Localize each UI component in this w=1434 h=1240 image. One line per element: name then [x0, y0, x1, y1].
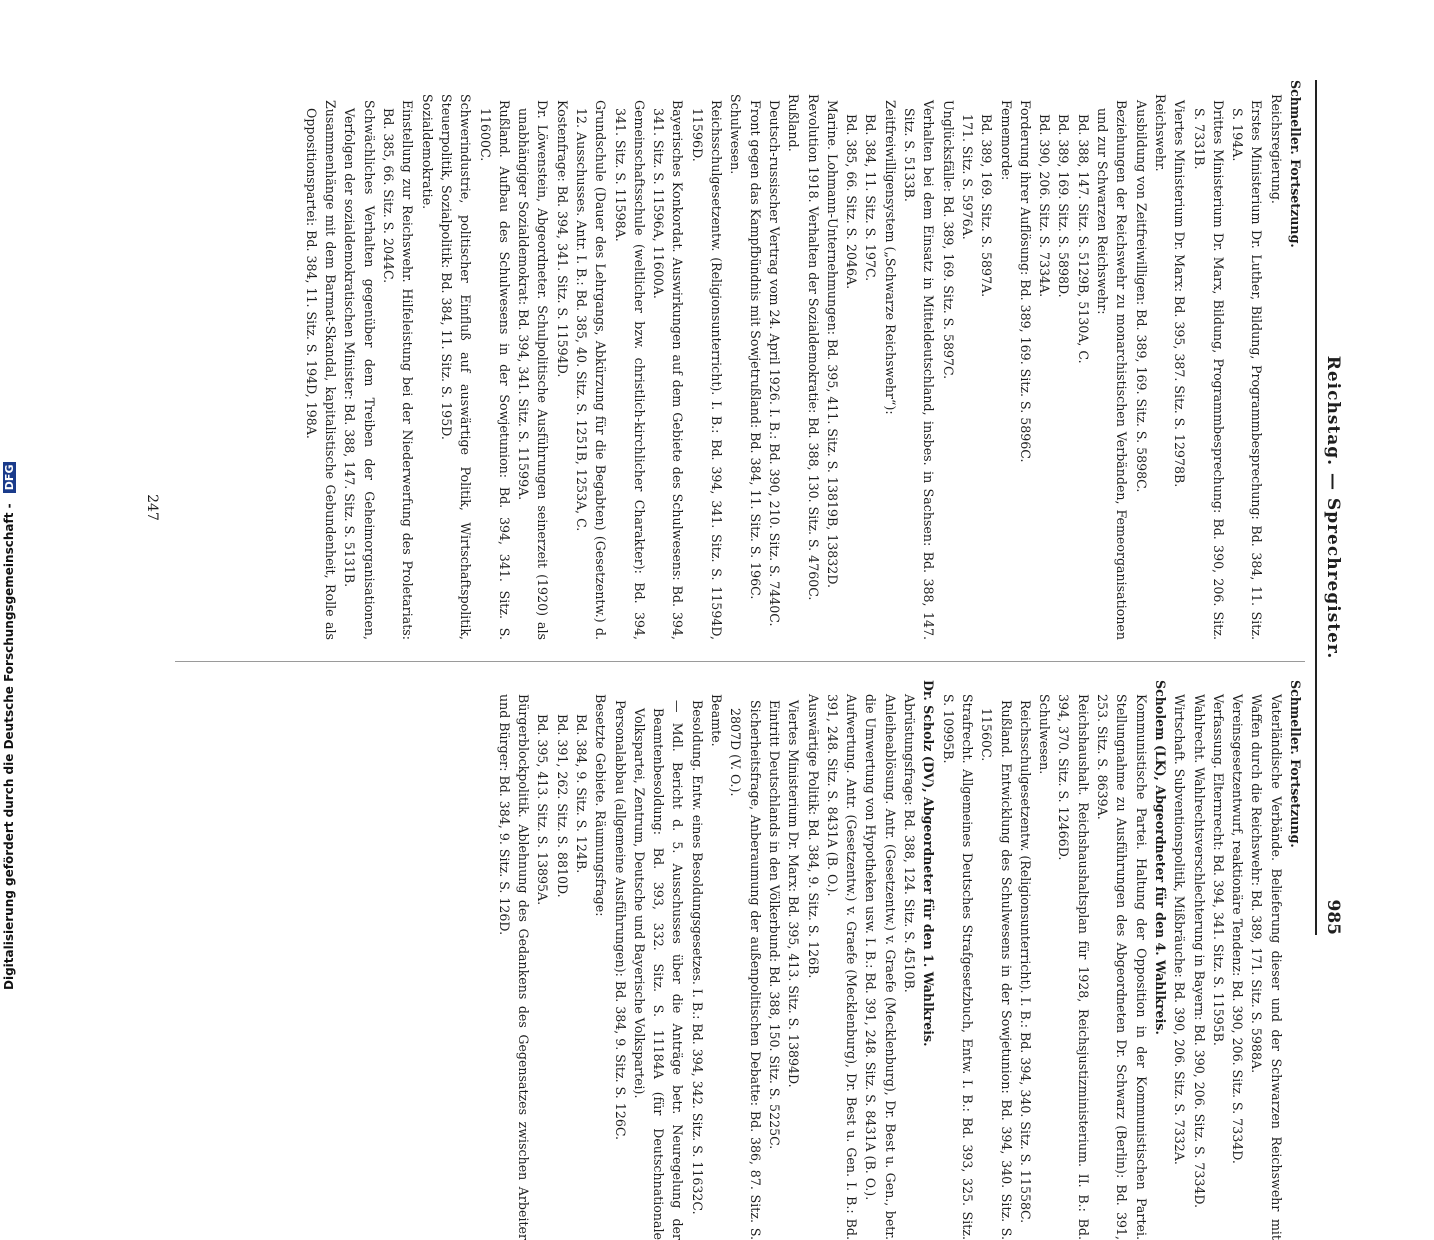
- register-entry-line: Fememorde:: [998, 100, 1014, 181]
- register-entry-line: Drittes Ministerium Dr. Marx, Bildung, Programmbesprechung: Bd. 390, 206. Sitz. S. 7331B.: [1191, 100, 1226, 640]
- register-entry-line: Viertes Ministerium Dr. Marx: Bd. 395, 387. Sitz. S. 12978B.: [1172, 100, 1188, 488]
- dfg-logo: DFG: [3, 462, 16, 494]
- register-entry-heading: Schmeller. Fortsetzung.: [1288, 80, 1303, 248]
- register-entry-line: Besetzte Gebiete. Räumungsfrage:: [593, 694, 609, 917]
- register-entry-line: Kostenfrage: Bd. 394, 341. Sitz. S. 11594D.: [554, 100, 570, 378]
- register-entry-line: Rußland. Aufbau des Schulwesens in der Sowjetunion: Bd. 394, 341. Sitz. S. 11600C.: [477, 100, 512, 640]
- register-entry-line: Erstes Ministerium Dr. Luther, Bildung, Programmbesprechung: Bd. 384, 11. Sitz. S. 194A.: [1230, 100, 1265, 640]
- register-entry-line: Bd. 389, 169. Sitz. S. 5898D.: [1056, 114, 1072, 298]
- register-entry-heading: Schmeller. Fortsetzung.: [1288, 680, 1303, 848]
- digitization-credit-strip: [0, 0, 20, 1000]
- register-entry-line: Revolution 1918. Verhalten der Sozialdemokratie: Bd. 388, 130. Sitz. S. 4760C.: [805, 94, 821, 601]
- register-entry-line: Reichsschulgesetzentw. (Religionsunterricht). I. B.: Bd. 394, 341. Sitz. S. 11594D, 11596D.: [689, 100, 725, 640]
- register-entry-line: Unglücksfälle: Bd. 389, 169. Sitz. S. 5897C.: [940, 100, 956, 380]
- register-entry-line: Bd. 384, 9. Sitz. S. 124B.: [574, 714, 590, 874]
- register-entry-line: Bd. 388, 147. Sitz. S. 5129B, 5130A, C.: [1075, 114, 1091, 364]
- register-entry-line: Besoldung. Entw. eines Besoldungsgesetzes. I. B.: Bd. 394, 342. Sitz. S. 11632C.: [689, 700, 705, 1215]
- register-entry-line: Eintritt Deutschlands in den Völkerbund: Bd. 388, 150. Sitz. S. 5225C.: [766, 700, 782, 1150]
- register-entry-line: Reichswehr.: [1152, 94, 1168, 172]
- register-entry-line: Beamte.: [709, 694, 725, 747]
- register-entry-line: Personalabbau (allgemeine Ausführungen): Bd. 384, 9. Sitz. S. 126C.: [612, 700, 628, 1141]
- register-entry-line: Verhalten bei dem Einsatz in Mitteldeutschland, insbes. in Sachsen: Bd. 388, 147. Sitz. S. 5133B.: [902, 100, 937, 640]
- register-entry-line: Schulwesen.: [1037, 694, 1053, 775]
- register-entry-line: Reichsschulgesetzentw. (Religionsunterricht). I. B.: Bd. 394, 340. Sitz. S. 11558C.: [1017, 700, 1033, 1224]
- register-entry-line: Gemeinschaftsschule (weltlicher bzw. christlich-kirchlicher Charakter): Bd. 394, 341. Sitz. S. 11598A.: [612, 100, 647, 640]
- page-footer-number: 247: [144, 494, 160, 521]
- register-entry-line: Aufwertung. Antr. (Gesetzentw.) v. Graefe (Mecklenburg), Dr. Best u. Gen. I. B.: Bd. 391, 248. Sitz. S. 8431A (B. O.).: [824, 694, 860, 1240]
- register-entry-line: Bd. 389, 169. Sitz. S. 5897A.: [979, 114, 995, 298]
- register-entry-line: Sicherheitsfrage, Anberaumung der außenpolitischen Debatte: Bd. 386, 87. Sitz. S. 2807D (V. O.).: [728, 700, 763, 1240]
- register-entry-line: Vereinsgesetzentwurf, reaktionäre Tendenz: Bd. 390, 206. Sitz. S. 7334D.: [1230, 694, 1246, 1164]
- register-entry-line: Auswärtige Politik: Bd. 384, 9. Sitz. S. 126B.: [805, 694, 821, 979]
- rotated-document-page: [115, 45, 1345, 1240]
- register-entry-line: Abrüstungsfrage: Bd. 388, 124. Sitz. S. 4510B.: [902, 694, 918, 993]
- page-header-number: 985: [1323, 899, 1343, 935]
- register-entry-line: Kommunistische Partei. Haltung der Opposition in der Kommunistischen Partei. Stellungnahme zu Ausführungen des Abgeordneten Dr. Schwarz (Berlin): Bd. 391, 253. Sitz. S. 8639A.: [1095, 694, 1149, 1240]
- register-entry-line: — Mdl. Bericht d. 5. Ausschusses über die Anträge betr. Neuregelung der Beamtenbesoldung: Bd. 393, 332. Sitz. S. 11184A (für Deutschnationale Volkspartei, Zentrum, Deutsche und Bayerische Volkspartei).: [631, 700, 686, 1240]
- register-entry-line: Bd. 391, 262. Sitz. S. 8810D.: [554, 714, 570, 898]
- register-entry-line: Sozialdemokratie.: [419, 94, 435, 210]
- register-entry-line: Marine. Lohmann-Unternehmungen: Bd. 395, 411. Sitz. S. 13819B, 13832D.: [824, 100, 840, 588]
- register-entry-line: 171. Sitz. S. 5976A.: [959, 114, 975, 240]
- register-entry-line: Front gegen das Kampfbündnis mit Sowjetrußland: Bd. 384, 11. Sitz. S. 196C.: [747, 100, 763, 600]
- register-entry-line: Bürgerblockpolitik. Ablehnung des Gedankens des Gegensatzes zwischen Arbeiter und Bürger: Bd. 384, 9. Sitz. S. 126D.: [496, 694, 532, 1240]
- register-entry-heading: Scholem (LK), Abgeordneter für den 4. Wahlkreis.: [1152, 680, 1168, 1035]
- register-entry-line: Ausbildung von Zeitfreiwilligen: Bd. 389, 169. Sitz. S. 5898C.: [1133, 100, 1149, 493]
- register-entry-line: Beziehungen der Reichswehr zu monarchistischen Verbänden, Femeorganisationen und zur Schwarzen Reichswehr:: [1095, 100, 1130, 640]
- page-header: [1315, 80, 1345, 935]
- register-entry-heading: Dr. Scholz (DV), Abgeordneter für den 1. Wahlkreis.: [921, 680, 937, 1047]
- digitization-credit-text: Digitalisierung gefördert durch die Deutsche Forschungsgemeinschaft -: [2, 503, 16, 990]
- register-entry-line: Reichsregierung.: [1268, 94, 1284, 204]
- register-entry-line: Bayerisches Konkordat. Auswirkungen auf dem Gebiete des Schulwesens: Bd. 394, 341. Sitz. S. 11596A, 11600A.: [651, 100, 686, 640]
- register-entry-line: Reichshaushalt. Reichshaushaltsplan für 1928, Reichsjustizministerium. II. B.: Bd. 394, 370. Sitz. S. 12466D.: [1056, 694, 1091, 1240]
- register-column-left: [302, 80, 1305, 640]
- register-entry-line: Bd. 390, 206. Sitz. S. 7334A.: [1037, 114, 1053, 298]
- register-entry-line: Deutsch-russischer Vertrag vom 24. April 1926. I. B.: Bd. 390, 210. Sitz. S. 7440C.: [766, 100, 782, 627]
- register-entry-line: Bd. 395, 413. Sitz. S. 13895A.: [535, 714, 551, 906]
- register-entry-line: Verfassung. Elternrecht: Bd. 394, 341. Sitz. S. 11595B.: [1210, 694, 1226, 1046]
- register-entry-line: Anleiheablösung. Antr. (Gesetzentw.) v. Graefe (Mecklenburg), Dr. Best u. Gen., betr. die Umwertung von Hypotheken usw. I. B.: Bd. 391, 248. Sitz. S. 8431A (B. O.).: [863, 694, 898, 1240]
- register-entry-line: Viertes Ministerium Dr. Marx: Bd. 395, 413. Sitz. S. 13894D.: [786, 700, 802, 1088]
- register-entry-line: Zeitfreiwilligensystem („Schwarze Reichswehr“):: [882, 100, 898, 415]
- register-entry-line: Zusammenhänge mit dem Barmat-Skandal, kapitalistische Gebundenheit, Rolle als Oppositionspartei: Bd. 384, 11. Sitz. S. 194D, 198A.: [303, 100, 339, 640]
- register-entry-line: Forderung ihrer Auflösung: Bd. 389, 169. Sitz. S. 5896C.: [1017, 100, 1033, 463]
- register-entry-line: Wahlrecht. Wahlrechtsverschlechterung in Bayern: Bd. 390, 206. Sitz. S. 7334D.: [1191, 694, 1207, 1209]
- register-entry-line: Strafrecht. Allgemeines Deutsches Strafgesetzbuch, Entw. I. B.: Bd. 393, 325. Sitz. S. 10995B.: [940, 694, 975, 1240]
- register-entry-line: Schwerindustrie, politischer Einfluß auf auswärtige Politik, Wirtschaftspolitik, Steuerpolitik, Sozialpolitik: Bd. 384, 11. Sitz. S. 195D.: [438, 94, 474, 640]
- page-header-title: Reichstag. — Sprechregister.: [1323, 355, 1343, 660]
- register-entry-line: Dr. Löwenstein, Abgeordneter. Schulpolitische Ausführungen seinerzeit (1920) als unabhängiger Sozialdemokrat: Bd. 394, 341. Sitz. S. 11599A.: [516, 100, 551, 640]
- register-entry-line: Einstellung zur Reichswehr. Hilfeleistung bei der Niederwerfung des Proletariats: Bd. 385, 66. Sitz. S. 2044C.: [381, 100, 416, 640]
- register-entry-line: Schulwesen.: [728, 94, 744, 175]
- register-entry-line: Vaterländische Verbände. Belieferung dieser und der Schwarzen Reichswehr mit Waffen durch die Reichswehr: Bd. 389, 171. Sitz. S. 5988A.: [1249, 694, 1284, 1240]
- register-column-right: [495, 680, 1305, 1240]
- register-entry-line: Rußland. Entwicklung des Schulwesens in der Sowjetunion: Bd. 394, 340. Sitz. S. 11560C.: [979, 700, 1014, 1240]
- register-entry-line: Bd. 385, 66. Sitz. S. 2046A.: [844, 114, 860, 290]
- register-entry-line: Bd. 384, 11. Sitz. S. 197C.: [863, 114, 879, 282]
- register-entry-line: Wirtschaft. Subventionspolitik, Mißbräuche: Bd. 390, 206. Sitz. S. 7332A.: [1172, 694, 1188, 1165]
- digitization-credit: [2, 462, 16, 990]
- register-entry-line: Grundschule (Dauer des Lehrgangs, Abkürzung für die Begabten) (Gesetzentw.) d. 12. Ausschusses. Antr. I. B.: Bd. 385, 40. Sitz. S. 1251B, 1253A, C.: [574, 100, 609, 640]
- register-entry-line: Rußland.: [786, 94, 802, 152]
- column-divider: [175, 661, 1305, 662]
- register-entry-line: Schwächliches Verhalten gegenüber dem Treiben der Geheimorganisationen, Verfolgen der sozialdemokratischen Minister: Bd. 388, 147. Sitz. S. 5131B.: [342, 100, 377, 640]
